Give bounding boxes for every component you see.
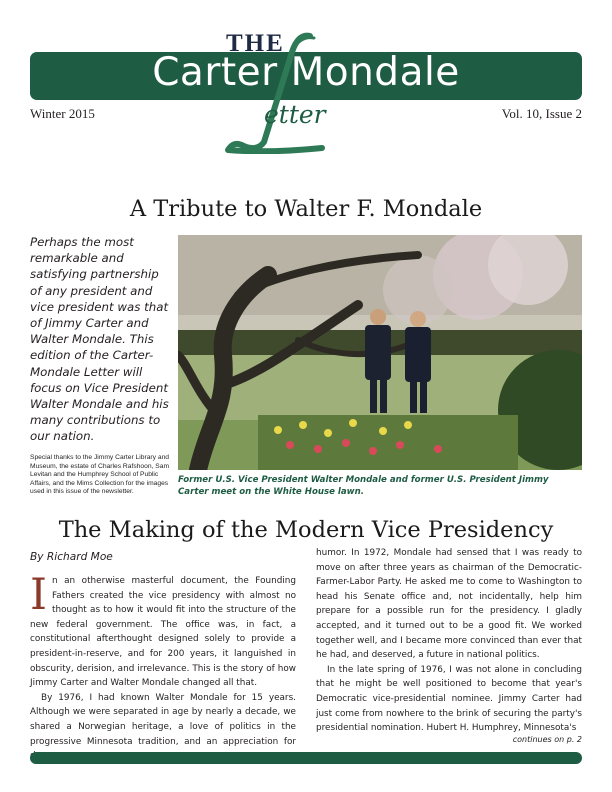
white-house-lawn-photo	[178, 235, 582, 470]
article-paragraph: n an otherwise masterful document, the Founding Fathers created the vice presidency with almost no thought as to how it would fit into the structure of the new federal government. The office was, in fact, a constitutional afterthought designed solely to provide a president-in-reserve, and for 200 years, it languished in obscurity, derision, and irrelevance. This is the story of how Jimmy Carter and Walter Mondale changed all that.	[30, 576, 296, 689]
continues-link[interactable]: continues on p. 2	[512, 735, 582, 744]
masthead-script-l-icon	[222, 30, 332, 154]
article-headline: The Making of the Modern Vice Presidency	[58, 517, 554, 543]
masthead-title: Carter Mondale	[152, 50, 460, 95]
tribute-headline: A Tribute to Walter F. Mondale	[129, 196, 483, 222]
tribute-intro: Perhaps the most remarkable and satisfying partnership of any president and vice president was that of Jimmy Carter and Walter Mondale. This edition of the Carter-Mondale Letter will focus on Vice President Walter Mondale and his many contributions to our nation.	[30, 235, 169, 444]
article-byline: By Richard Moe	[30, 551, 113, 563]
article-paragraph: humor. In 1972, Mondale had sensed that I was ready to move on after three years as chairman of the Democratic-Farmer-Labor Party. He asked me to come to Washington to head his Senate office and, not incidentally, help him prepare for a possible run for the presidency. I gladly accepted, and it turned out to be a good fit. We worked together well, and I became more convinced than ever that he had, and deserved, a future in national politics.	[316, 548, 582, 661]
issue-volume: Vol. 10, Issue 2	[501, 106, 582, 121]
drop-cap: I	[30, 570, 47, 620]
article-column-left	[30, 570, 296, 764]
article-paragraph: In the late spring of 1976, I was not alone in concluding that he might be well positioned to become that year's Democratic vice-presidential nominee. Jimmy Carter had just come from nowhere to the brink of securing the party's presidential nomination. Hubert H. Humphrey, Minnesota's	[316, 664, 582, 734]
masthead-letter-word: etter	[264, 100, 326, 129]
issue-date: Winter 2015	[30, 106, 95, 121]
photo-caption: Former U.S. Vice President Walter Mondale and former U.S. President Jimmy Carter meet on the White House lawn.	[178, 475, 549, 497]
masthead-the: THE	[226, 30, 285, 57]
article-paragraph: By 1976, I had known Walter Mondale for 15 years. Although we were separated in age by nearly a decade, we shared a Norwegian heritage, a love of politics in the progressive Minnesota tradition, and an appreciation for	[30, 692, 296, 747]
footer-bar	[30, 752, 582, 764]
article-column-right	[316, 546, 582, 736]
image-credits: Special thanks to the Jimmy Carter Library and Museum, the estate of Charles Rafshoon, Sam Levitan and the Humphrey School of Public Affairs, and the Mims Collection for the images used in this issue of the newsletter.	[30, 454, 170, 496]
